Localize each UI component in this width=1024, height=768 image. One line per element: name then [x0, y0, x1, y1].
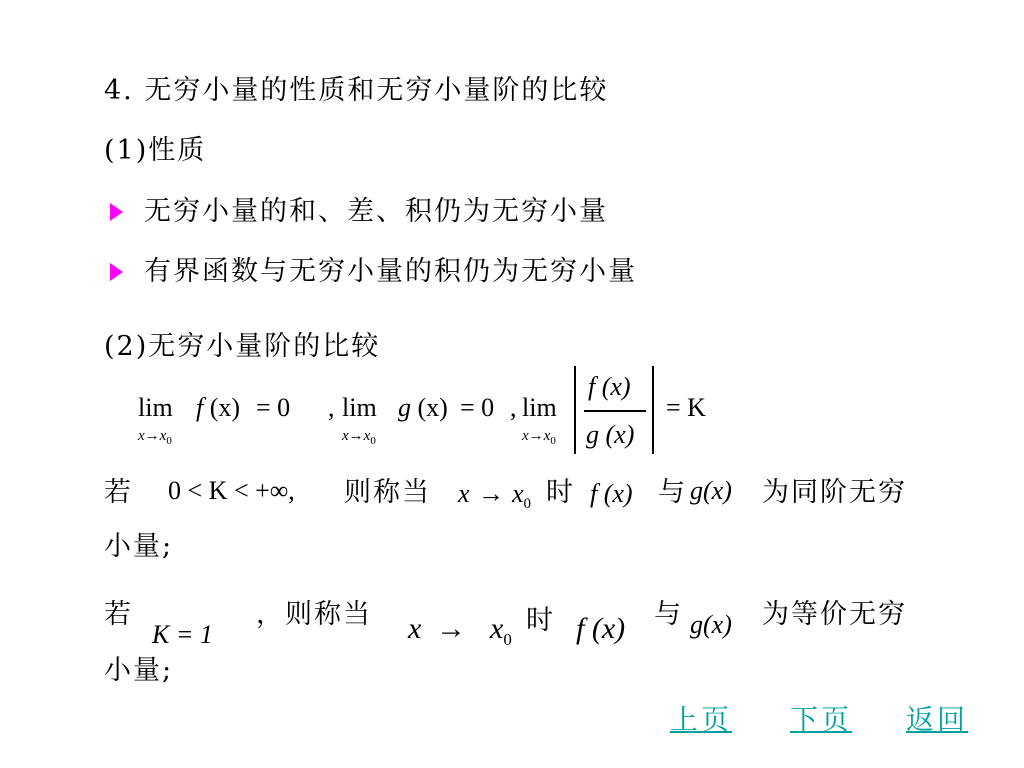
fraction-line [584, 410, 646, 412]
comma-mid: , [510, 393, 517, 422]
lim-2: lim [342, 393, 377, 422]
equals-K: = K [666, 393, 706, 422]
arrow-2: → [436, 612, 466, 645]
g-of-x-1: g (x) [398, 393, 448, 422]
ruo-2: 若 [104, 599, 133, 630]
equals-zero-2: = 0 [460, 393, 495, 422]
arrow-1: → [478, 479, 504, 508]
lim-1: lim [138, 393, 173, 422]
next-page-link[interactable]: 下页 [790, 703, 853, 736]
prev-page-link[interactable]: 上页 [670, 703, 733, 736]
call-1: 则称当 [344, 477, 431, 508]
x0-2: $x_0$ [490, 612, 512, 649]
cont-2: 小量; [104, 655, 174, 686]
return-link[interactable]: 返回 [906, 703, 969, 736]
arrow-bullet-icon [110, 203, 123, 221]
cont-1: 小量; [104, 531, 174, 562]
abs-bar-right [652, 366, 654, 454]
x0-1: $x_0$ [512, 479, 532, 513]
slide-navigation [670, 698, 732, 738]
equals-zero-1: = 0 [256, 393, 291, 422]
slide-navigation-back [906, 698, 968, 738]
abs-bar-left [574, 366, 576, 454]
bullet-item-2: 有界函数与无穷小量的积仍为无穷小量 [144, 256, 637, 287]
shi-1: 时 [546, 477, 575, 508]
condition-1: 0 < K < +∞, [168, 476, 295, 505]
yu-1: 与 [658, 477, 687, 508]
yu-2: 与 [654, 599, 683, 630]
lim-3: lim [522, 393, 557, 422]
fraction-denominator: g (x) [586, 420, 635, 449]
section-1-label: (1)性质 [104, 135, 207, 166]
fraction-numerator: f (x) [588, 372, 631, 401]
bullet-item-1: 无穷小量的和、差、积仍为无穷小量 [144, 196, 608, 227]
x-var-2: x [408, 612, 422, 645]
f-of-x-1: f (x) [196, 393, 241, 422]
f-of-x-line2: f (x) [576, 612, 626, 645]
arrow-bullet-icon [110, 263, 123, 281]
x-var-1: x [458, 479, 470, 508]
lim-3-subscript: $x\to x_0$ [522, 428, 556, 447]
f-of-x-line1: f (x) [590, 479, 633, 508]
call-2: ，则称当 [256, 599, 372, 630]
lim-2-subscript: $x\to x_0$ [342, 428, 376, 447]
section-2-label: (2)无穷小量阶的比较 [104, 331, 381, 362]
g-of-x-line1: g(x) [690, 476, 732, 505]
comma-lead: , [328, 393, 335, 422]
condition-2: K = 1 [152, 620, 213, 649]
ruo-1: 若 [104, 477, 133, 508]
g-of-x-line2: g(x) [690, 610, 732, 639]
tail-2: 为等价无穷 [762, 599, 907, 630]
slide-navigation-next [790, 698, 852, 738]
slide-heading: 4. 无穷小量的性质和无穷小量阶的比较 [104, 75, 609, 106]
shi-2: 时 [526, 605, 555, 636]
lim-1-subscript: $x\to x_0$ [138, 428, 172, 447]
tail-1: 为同阶无穷 [762, 477, 907, 508]
